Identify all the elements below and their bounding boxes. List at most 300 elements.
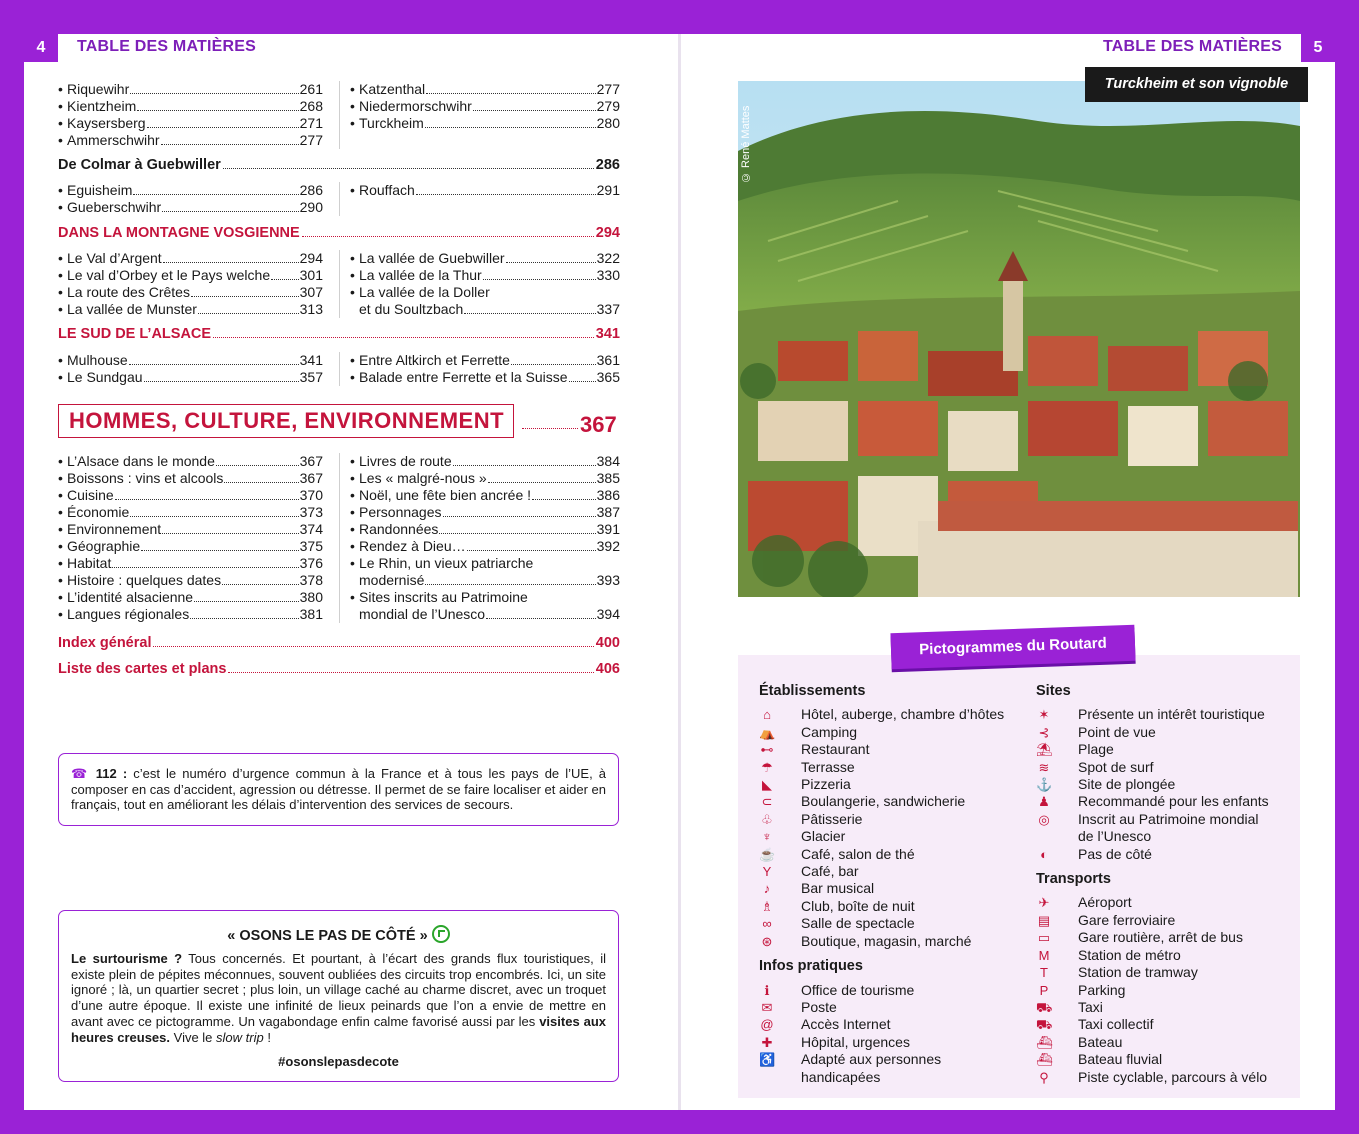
- toc-entry-title: Entre Altkirch et Ferrette: [359, 352, 510, 368]
- picto-item: [1036, 811, 1296, 846]
- bullet: •: [350, 115, 355, 131]
- picto-item: [759, 724, 1029, 741]
- toc-entry-page: 294: [299, 250, 323, 266]
- cartes-title: Liste des cartes et plans: [58, 661, 227, 677]
- toc-entry-title: La vallée de Munster: [67, 301, 197, 317]
- leader-dots: [137, 110, 298, 111]
- toc-entry-title: Rouffach: [359, 182, 415, 198]
- picto-icon: @: [760, 1017, 774, 1033]
- toc-entry-page: 271: [299, 115, 323, 131]
- leader-dots: [425, 127, 596, 128]
- bullet: •: [350, 250, 355, 266]
- picto-label: Point de vue: [1078, 723, 1156, 740]
- toc-entry-title: Livres de route: [359, 453, 452, 469]
- toc-entry-title: La vallée de la Doller: [359, 284, 490, 300]
- toc-entry-title: Le val d’Orbey et le Pays welche: [67, 267, 271, 283]
- bullet: •: [350, 352, 355, 368]
- emergency-text: c’est le numéro d’urgence commun à la France et à tous les pays de l’UE, à composer en cas d’accident, agression ou détresse. Il permet de se faire localiser et aider en français, tout en améliorant les délais d’intervention des services de secours.: [71, 766, 606, 813]
- picto-icon: ⚓: [1036, 777, 1053, 793]
- section-title: LE SUD DE L’ALSACE: [58, 326, 212, 342]
- index-title: Index général: [58, 635, 152, 651]
- toc-entry[interactable]: [350, 369, 620, 386]
- page-number-left: 4: [24, 34, 58, 62]
- toc-entry-page: 370: [299, 487, 323, 503]
- leader-dots: [222, 584, 299, 585]
- toc-entry[interactable]: [58, 81, 323, 98]
- leader-dots: [115, 499, 299, 500]
- toc-entry[interactable]: [350, 589, 620, 623]
- picto-icon: P: [1039, 982, 1049, 998]
- picto-label: Camping: [801, 723, 858, 740]
- toc-entry-title: Le Sundgau: [67, 369, 143, 385]
- toc-entry-title: Balade entre Ferrette et la Suisse: [359, 369, 568, 385]
- toc-block-1: [58, 81, 620, 149]
- picto-label: Café, bar: [801, 863, 859, 880]
- toc-entry[interactable]: [58, 606, 323, 623]
- osons-p2: Vive le: [170, 1029, 217, 1045]
- toc-entry[interactable]: [58, 572, 323, 589]
- picto-item: [1036, 1069, 1296, 1086]
- phone-icon: ☎: [71, 766, 90, 781]
- picto-icon: ◎: [1038, 811, 1050, 827]
- leader-dots: [464, 313, 595, 314]
- toc-entry-page: 280: [596, 115, 620, 131]
- bullet: •: [58, 487, 63, 503]
- bullet: •: [350, 504, 355, 520]
- picto-item: [1036, 999, 1296, 1016]
- photo-credit: © René Mattes: [740, 105, 752, 183]
- toc-entry[interactable]: [58, 538, 323, 555]
- toc-entry[interactable]: [350, 250, 620, 267]
- picto-label: Inscrit au Patrimoine mondial: [1078, 810, 1259, 827]
- toc-entry-title: Histoire : quelques dates: [67, 572, 222, 588]
- picto-icon: ✉: [761, 999, 773, 1015]
- bullet: •: [350, 588, 355, 605]
- picto-icon: ⛟: [1036, 1017, 1053, 1033]
- leader-dots: [224, 482, 298, 483]
- picto-item: [759, 933, 1029, 950]
- picto-icon: ⊷: [760, 742, 774, 758]
- toc-entry-title: Kientzheim: [67, 98, 137, 114]
- section-title: De Colmar à Guebwiller: [58, 157, 221, 173]
- toc-entry-page: 279: [596, 98, 620, 114]
- picto-icon: ℹ: [764, 982, 770, 998]
- bullet: •: [58, 284, 63, 300]
- picto-label: Piste cyclable, parcours à vélo: [1078, 1068, 1268, 1085]
- picto-icon: ♆: [762, 829, 772, 845]
- picto-label-cont: de l’Unesco: [1078, 828, 1152, 845]
- leader-dots: [147, 127, 299, 128]
- leader-dots: [130, 516, 298, 517]
- picto-label: Hôpital, urgences: [801, 1033, 910, 1050]
- picto-item: [1036, 947, 1296, 964]
- picto-label: Café, salon de thé: [801, 845, 915, 862]
- toc-entry-title: Cuisine: [67, 487, 114, 503]
- toc-entry-title: Eguisheim: [67, 182, 133, 198]
- picto-icon: ⌂: [763, 707, 771, 723]
- cartes-page: 406: [595, 661, 620, 677]
- bullet: •: [350, 470, 355, 486]
- toc-entry[interactable]: [350, 81, 620, 98]
- picto-item: [759, 1051, 1029, 1086]
- toc-entry-page: 365: [596, 369, 620, 385]
- toc-cartes[interactable]: [58, 661, 620, 678]
- toc-entry-title: Gueberschwihr: [67, 199, 162, 215]
- pas-de-cote-icon: [432, 925, 450, 943]
- toc-entry[interactable]: [58, 470, 323, 487]
- toc-entry-page: 376: [299, 555, 323, 571]
- picto-icon: ⛺: [759, 724, 776, 740]
- osons-p1: Tous concernés. Et pourtant, à l’écart des grands flux touristiques, il existe plein de pépites méconnues, souvent oubliées des circuits trop encombrés. Ici, un site ignoré ; là, un quartier secret ; plus loin, un village caché au charme discret, avec un troquet d’une autre époque. Il existe une infinité de lieux peinards que l’on a envie de mettre en avant avec ce pictogramme. Un vagabondage enfin calme favorisé aussi par les: [71, 950, 606, 1029]
- bullet: •: [58, 521, 63, 537]
- toc-entry-page: 373: [299, 504, 323, 520]
- picto-item: [1036, 1034, 1296, 1051]
- section-title: DANS LA MONTAGNE VOSGIENNE: [58, 225, 300, 241]
- toc-entry[interactable]: [350, 352, 620, 369]
- toc-entry[interactable]: [58, 369, 323, 386]
- bullet: •: [58, 267, 63, 283]
- picto-label: Terrasse: [801, 758, 855, 775]
- section-page: 286: [595, 157, 620, 173]
- toc-block-2: [58, 182, 620, 216]
- picto-icon: ≋: [1038, 759, 1050, 775]
- toc-entry-title: Rendez à Dieu…: [359, 538, 466, 554]
- picto-icon: ⊰: [1038, 724, 1050, 740]
- bullet: •: [350, 487, 355, 503]
- picto-label: Pas de côté: [1078, 845, 1152, 862]
- toc-entry[interactable]: [58, 199, 323, 216]
- picto-item: [759, 982, 1029, 999]
- toc-entry[interactable]: [350, 267, 620, 284]
- toc-block-4: [58, 352, 620, 386]
- picto-icon: ⛴: [1036, 1052, 1053, 1068]
- leader-dots: [141, 550, 298, 551]
- toc-entry-page: 367: [299, 470, 323, 486]
- etablissements-heading: Établissements: [759, 683, 866, 699]
- picto-label: Gare ferroviaire: [1078, 911, 1176, 928]
- running-title-left: TABLE DES MATIÈRES: [77, 38, 257, 55]
- toc-entry-page: 307: [299, 284, 323, 300]
- bullet: •: [350, 369, 355, 385]
- toc-entry[interactable]: [58, 182, 323, 199]
- picto-label: Présente un intérêt touristique: [1078, 706, 1265, 723]
- toc-entry[interactable]: [350, 538, 620, 555]
- picto-item: [1036, 1051, 1296, 1068]
- picto-label: Glacier: [801, 828, 846, 845]
- bullet: •: [58, 81, 63, 97]
- toc-entry-title: Langues régionales: [67, 606, 190, 622]
- toc-entry[interactable]: [350, 98, 620, 115]
- picto-label: Station de tramway: [1078, 964, 1198, 981]
- section-page: 294: [595, 225, 620, 241]
- leader-dots: [162, 211, 298, 212]
- picto-item: [1036, 846, 1296, 863]
- picto-icon: ◐: [1040, 846, 1048, 862]
- picto-label: Salle de spectacle: [801, 915, 915, 932]
- toc-block-3: [58, 250, 620, 318]
- toc-entry-page: 375: [299, 538, 323, 554]
- toc-entry-page: 268: [299, 98, 323, 114]
- picto-icon: ⛱: [1036, 742, 1053, 758]
- picto-item: [759, 999, 1029, 1016]
- toc-entry-page: 290: [299, 199, 323, 215]
- leader-dots: [426, 93, 595, 94]
- toc-entry-title: Sites inscrits au Patrimoine: [359, 588, 528, 605]
- picto-item: [1036, 929, 1296, 946]
- leader-dots: [163, 262, 299, 263]
- toc-entry[interactable]: [58, 301, 323, 318]
- leader-dots: [511, 364, 596, 365]
- leader-dots: [216, 465, 299, 466]
- toc-entry-page: 391: [596, 521, 620, 537]
- toc-entry[interactable]: [58, 504, 323, 521]
- index-page: 400: [595, 635, 620, 651]
- picto-item: [1036, 912, 1296, 929]
- toc-entry[interactable]: [350, 487, 620, 504]
- bullet: •: [58, 352, 63, 368]
- toc-entry-title: La vallée de la Thur: [359, 267, 482, 283]
- leader-dots: [488, 482, 596, 483]
- toc-entry-page: 322: [596, 250, 620, 266]
- osons-box: [58, 910, 619, 1082]
- pictograms-title: Pictogrammes du Routard: [890, 625, 1135, 669]
- toc-entry-title: Habitat: [67, 555, 112, 571]
- toc-section-montagne[interactable]: [58, 225, 620, 242]
- toc-entry[interactable]: [58, 352, 323, 369]
- toc-entry[interactable]: [58, 487, 323, 504]
- picto-icon: ♗: [761, 898, 773, 914]
- osons-title: « OSONS LE PAS DE CÔTÉ »: [227, 928, 428, 944]
- picto-label: Station de métro: [1078, 946, 1181, 963]
- infos-heading: Infos pratiques: [759, 958, 863, 975]
- picto-label: Bateau fluvial: [1078, 1051, 1163, 1068]
- toc-entry-title: L’Alsace dans le monde: [67, 453, 215, 469]
- toc-entry[interactable]: [350, 284, 620, 318]
- picto-item: [1036, 741, 1296, 758]
- toc-entry-title: Randonnées: [359, 521, 439, 537]
- leader-dots: [198, 313, 299, 314]
- toc-entry-page: 387: [596, 504, 620, 520]
- toc-entry[interactable]: [350, 182, 620, 199]
- bullet: •: [58, 182, 63, 198]
- picto-label: Site de plongée: [1078, 776, 1176, 793]
- toc-entry-page: 341: [299, 352, 323, 368]
- osons-title-row: [71, 925, 606, 945]
- photo-illustration: [738, 81, 1300, 597]
- picto-item: [759, 898, 1029, 915]
- bullet: •: [350, 555, 355, 571]
- picto-item: [1036, 759, 1296, 776]
- toc-entry-page: 286: [299, 182, 323, 198]
- bullet: •: [58, 98, 63, 114]
- picto-label: Restaurant: [801, 741, 870, 758]
- photo-caption: Turckheim et son vignoble: [1085, 67, 1308, 102]
- toc-entry[interactable]: [350, 115, 620, 132]
- leader-dots: [483, 279, 596, 280]
- pictos-left-column: [759, 683, 1029, 1086]
- toc-entry[interactable]: [350, 504, 620, 521]
- bullet: •: [58, 250, 63, 266]
- picto-label: Gare routière, arrêt de bus: [1078, 929, 1243, 946]
- picto-label: Pâtisserie: [801, 810, 863, 827]
- leader-dots: [443, 516, 596, 517]
- turckheim-photo: [738, 81, 1300, 597]
- picto-label: Office de tourisme: [801, 981, 915, 998]
- bullet: •: [58, 538, 63, 554]
- picto-icon: ⊛: [761, 933, 773, 949]
- gutter: [678, 34, 681, 1110]
- bullet: •: [58, 504, 63, 520]
- leader-dots: [569, 381, 596, 382]
- leader-dots: [473, 110, 596, 111]
- leader-dots: [271, 279, 299, 280]
- picto-icon: ⛟: [1036, 999, 1053, 1015]
- leader-dots: [112, 567, 298, 568]
- bullet: •: [58, 301, 63, 317]
- toc-index[interactable]: [58, 635, 620, 652]
- picto-icon: ▭: [1037, 930, 1051, 946]
- bullet: •: [350, 98, 355, 114]
- toc-entry-page: 394: [596, 605, 620, 622]
- toc-entry[interactable]: [350, 470, 620, 487]
- picto-label: Adapté aux personnes: [801, 1051, 942, 1068]
- toc-entry-title: Économie: [67, 504, 130, 520]
- osons-hashtag: #osonslepasdecote: [278, 1053, 399, 1069]
- toc-entry-title: Katzenthal: [359, 81, 426, 97]
- leader-dots: [506, 262, 596, 263]
- emergency-number: 112 :: [95, 766, 128, 781]
- picto-icon: Y: [762, 864, 772, 880]
- picto-icon: ∞: [762, 916, 772, 932]
- picto-icon: ⊂: [761, 794, 773, 810]
- toc-entry[interactable]: [58, 250, 323, 267]
- toc-entry[interactable]: [58, 98, 323, 115]
- picto-icon: ♧: [761, 811, 773, 827]
- toc-entry-title: Riquewihr: [67, 81, 130, 97]
- picto-label: Plage: [1078, 741, 1114, 758]
- bullet: •: [58, 572, 63, 588]
- picto-item: [1036, 1016, 1296, 1033]
- leader-dots: [191, 296, 299, 297]
- toc-entry[interactable]: [58, 132, 323, 149]
- picto-icon: ✈: [1038, 895, 1050, 911]
- toc-entry[interactable]: [58, 521, 323, 538]
- bullet: •: [58, 470, 63, 486]
- toc-entry-title: Les « malgré-nous »: [359, 470, 487, 486]
- toc-entry-title: Environnement: [67, 521, 162, 537]
- osons-bold: visites aux heures creuses.: [71, 1013, 606, 1045]
- toc-entry-page: 392: [596, 538, 620, 554]
- toc-entry-title-cont: mondial de l’Unesco: [359, 605, 486, 622]
- toc-entry[interactable]: [58, 284, 323, 301]
- toc-entry[interactable]: [350, 453, 620, 470]
- toc-entry-page: 330: [596, 267, 620, 283]
- leader-dots: [439, 533, 595, 534]
- toc-entry-page: 261: [299, 81, 323, 97]
- picto-item: [759, 793, 1029, 810]
- toc-entry-page: 378: [299, 572, 323, 588]
- picto-item: [759, 811, 1029, 828]
- leader-dots: [162, 533, 298, 534]
- toc-entry[interactable]: [58, 589, 323, 606]
- picto-icon: ◣: [762, 777, 772, 793]
- big-section-title[interactable]: HOMMES, CULTURE, ENVIRONNEMENT: [58, 404, 514, 438]
- toc-entry-page: 277: [299, 132, 323, 148]
- picto-item: [1036, 724, 1296, 741]
- section-page: 341: [595, 326, 620, 342]
- leader-dots: [129, 364, 299, 365]
- picto-label: Boutique, magasin, marché: [801, 932, 972, 949]
- picto-label: Bar musical: [801, 880, 875, 897]
- big-section-leader: [522, 428, 578, 429]
- toc-entry-page: 381: [299, 606, 323, 622]
- picto-icon: ♿: [759, 1052, 776, 1068]
- toc-entry[interactable]: [350, 521, 620, 538]
- big-section-page: 367: [580, 412, 617, 437]
- toc-section-sud[interactable]: [58, 326, 620, 343]
- picto-label: Taxi: [1078, 998, 1103, 1015]
- picto-label-cont: handicapées: [801, 1068, 881, 1085]
- leader-dots: [532, 499, 596, 500]
- toc-entry-page: 393: [596, 571, 620, 588]
- toc-entry-title-cont: modernisé: [359, 571, 425, 588]
- picto-icon: ▤: [1037, 912, 1051, 928]
- toc-entry-page: 301: [299, 267, 323, 283]
- picto-icon: ♟: [1038, 794, 1050, 810]
- picto-icon: ✶: [1038, 707, 1050, 723]
- toc-entry-title: Le Val d’Argent: [67, 250, 162, 266]
- picto-label: Pizzeria: [801, 776, 851, 793]
- leader-dots: [144, 381, 299, 382]
- picto-item: [759, 1016, 1029, 1033]
- picto-item: [759, 828, 1029, 845]
- picto-item: [759, 1034, 1029, 1051]
- toc-entry[interactable]: [58, 555, 323, 572]
- picto-item: [759, 706, 1029, 723]
- toc-entry[interactable]: [58, 115, 323, 132]
- picto-label: Aéroport: [1078, 894, 1132, 911]
- toc-entry-title: Ammerschwihr: [67, 132, 160, 148]
- bullet: •: [58, 606, 63, 622]
- osons-lead: Le surtourisme ?: [71, 950, 183, 966]
- toc-entry[interactable]: [350, 555, 620, 589]
- leader-dots: [190, 618, 298, 619]
- leader-dots: [453, 465, 596, 466]
- toc-entry-title: Noël, une fête bien ancrée !: [359, 487, 532, 503]
- transports-heading: Transports: [1036, 871, 1111, 888]
- toc-entry-page: 291: [596, 182, 620, 198]
- toc-entry[interactable]: [58, 453, 323, 470]
- toc-entry-page: 384: [596, 453, 620, 469]
- picto-icon: M: [1038, 947, 1050, 963]
- osons-italic: slow trip: [216, 1029, 264, 1045]
- leader-dots: [416, 194, 596, 195]
- osons-body: [71, 951, 606, 1046]
- toc-entry[interactable]: [58, 267, 323, 284]
- bullet: •: [350, 521, 355, 537]
- picto-label: Bateau: [1078, 1033, 1123, 1050]
- osons-p3: !: [263, 1029, 271, 1045]
- toc-section-colmar[interactable]: [58, 157, 620, 174]
- picto-label: Taxi collectif: [1078, 1016, 1154, 1033]
- picto-item: [759, 776, 1029, 793]
- bullet: •: [350, 81, 355, 97]
- picto-item: [759, 880, 1029, 897]
- toc-entry-page: 380: [299, 589, 323, 605]
- picto-item: [759, 863, 1029, 880]
- picto-icon: ⚲: [1039, 1069, 1049, 1085]
- picto-item: [1036, 964, 1296, 981]
